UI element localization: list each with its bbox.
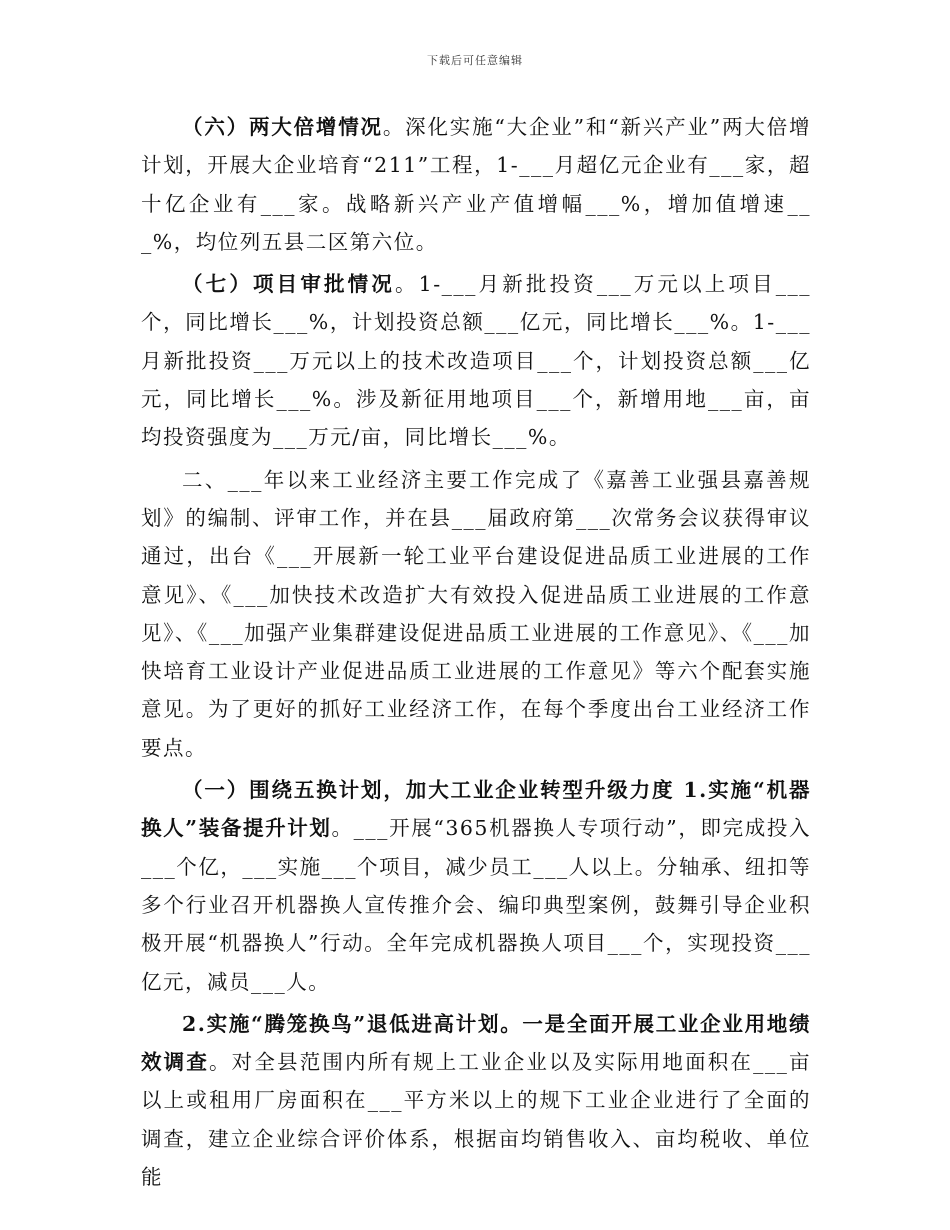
heading-six: （六）两大倍增情况 [182, 115, 383, 139]
body-section-two: 二、___年以来工业经济主要工作完成了《嘉善工业强县嘉善规划》的编制、评审工作，并在县___届政府第___次常务会议获得审议通过，出台《___开展新一轮工业平台建设促进品质工业进展的工作意见》、《___加快技术改造扩大有效投入促进品质工业进展的工作意见》、《___加强产业集群建设促进品质工业进展的工作意见》、《___加快培育工业设计产业促进品质工业进展的工作意见》等六个配套实施意见。为了更好的抓好工业经济工作，在每个季度出台工业经济工作要点。 [141, 467, 811, 760]
heading-one: （一）围绕五换计划，加大工业企业转型升级力度 1.实施“机器换人”装备提升计划 [141, 778, 811, 841]
paragraph-seven [141, 265, 811, 456]
document-body [141, 108, 811, 1196]
paragraph-one [141, 771, 811, 1001]
body-item-2: 。对全县范围内所有规上工业企业以及实际用地面积在___亩以上或租用厂房面积在___平方米以上的规下工业企业进行了全面的调查，建立企业综合评价体系，根据亩均销售收入、亩均税收、单位能 [141, 1050, 812, 1190]
heading-seven: （七）项目审批情况 [182, 272, 395, 297]
heading-item-2: 2.实施“腾笼换鸟”退低进高计划。一是全面开展工业企业用地绩效调查 [141, 1011, 811, 1075]
paragraph-six [141, 108, 811, 261]
page-header: 下载后可任意编辑 [427, 54, 523, 67]
body-seven: 。1-___月新批投资___万元以上项目___个，同比增长___%，计划投资总额___亿元，同比增长___%。1-___月新批投资___万元以上的技术改造项目___个，计划投资总额___亿元，同比增长___%。涉及新征用地项目___个，新增用地___亩，亩均投资强度为___万元/亩，同比增长___%。 [141, 272, 812, 450]
paragraph-item-2 [141, 1005, 811, 1196]
body-one: 。___开展“365机器换人专项行动”，即完成投入___个亿，___实施___个项目，减少员工___人以上。分轴承、纽扣等多个行业召开机器换人宣传推介会、编印典型案例，鼓舞引导企业积极开展“机器换人”行动。全年完成机器换人项目___个，实现投资___亿元，减员___人。 [141, 816, 812, 994]
body-six: 。深化实施“大企业”和“新兴产业”两大倍增计划，开展大企业培育“211”工程，1-___月超亿元企业有___家，超十亿企业有___家。战略新兴产业产值增幅___%，增加值增速___%，均位列五县二区第六位。 [141, 115, 812, 254]
paragraph-section-two [141, 461, 811, 767]
